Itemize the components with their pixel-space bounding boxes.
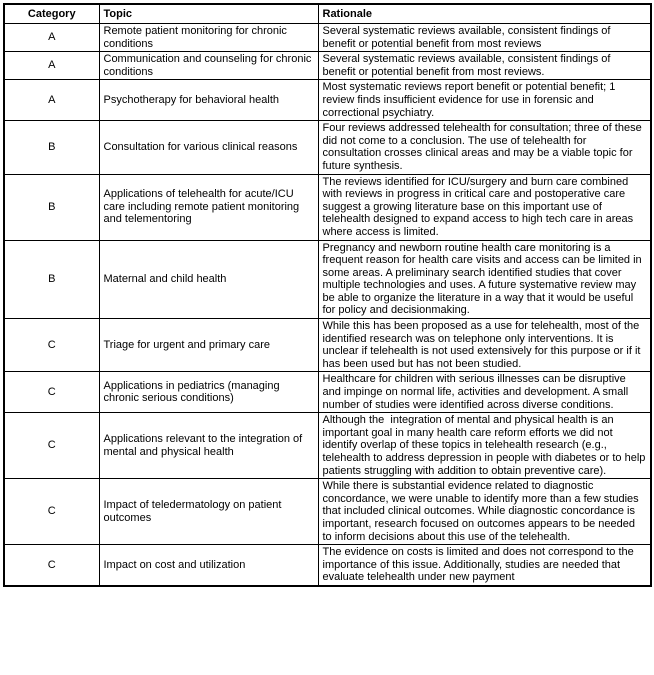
table-row <box>4 121 651 174</box>
rationale-cell: Healthcare for children with serious illnesses can be disruptive and impinge on normal life, activities and development. A small number of studies were identified across diverse conditions. <box>318 372 651 413</box>
rationale-cell: Although the integration of mental and physical health is an important goal in many health care reform efforts we did not identify overlap of these topics in telehealth research (e.g., telehealth to address depression in people with diabetes or to help patients struggling with addition to obtain preventive care). <box>318 413 651 479</box>
rationale-cell: Several systematic reviews available, consistent findings of benefit or potential benefit from most reviews <box>318 24 651 52</box>
rationale-cell: Four reviews addressed telehealth for consultation; three of these did not come to a conclusion. The use of telehealth for consultation crosses clinical areas and may be a viable topic for future synthesis. <box>318 121 651 174</box>
rationale-cell: Pregnancy and newborn routine health care monitoring is a frequent reason for health care visits and access can be limited in some areas. A preliminary search identified studies that cover multiple technologies and uses. A future systemative review may be able to organize the literature in a way that it would be useful for policy and decisionmaking. <box>318 240 651 319</box>
column-header-category: Category <box>4 4 99 24</box>
topic-cell: Triage for urgent and primary care <box>99 319 318 372</box>
category-cell: C <box>4 545 99 586</box>
category-cell: B <box>4 240 99 319</box>
column-header-topic: Topic <box>99 4 318 24</box>
topic-cell: Applications relevant to the integration of mental and physical health <box>99 413 318 479</box>
table-row <box>4 372 651 413</box>
rationale-cell: The evidence on costs is limited and does not correspond to the importance of this issue. Additionally, studies are needed that evaluate telehealth under new payment <box>318 545 651 586</box>
rationale-cell: While this has been proposed as a use for telehealth, most of the identified research was on telephone only interventions. It is unclear if telehealth is not used extensively for this purpose or if it has been used but has not been studied. <box>318 319 651 372</box>
topic-cell: Applications in pediatrics (managing chronic serious conditions) <box>99 372 318 413</box>
table-header-row <box>4 4 651 24</box>
table-row <box>4 52 651 80</box>
category-cell: A <box>4 80 99 121</box>
topic-cell: Consultation for various clinical reasons <box>99 121 318 174</box>
topic-cell: Remote patient monitoring for chronic conditions <box>99 24 318 52</box>
category-cell: C <box>4 319 99 372</box>
topic-cell: Impact on cost and utilization <box>99 545 318 586</box>
table-row <box>4 545 651 586</box>
category-cell: C <box>4 479 99 545</box>
category-cell: B <box>4 121 99 174</box>
rationale-cell: The reviews identified for ICU/surgery and burn care combined with reviews in progress in critical care and postoperative care suggest a growing literature base on this important use of telehealth designed to expand access to high tech care in areas where access is limited. <box>318 174 651 240</box>
topic-cell: Impact of teledermatology on patient outcomes <box>99 479 318 545</box>
category-cell: A <box>4 24 99 52</box>
category-cell: C <box>4 372 99 413</box>
table-row <box>4 240 651 319</box>
table-row <box>4 80 651 121</box>
topic-cell: Maternal and child health <box>99 240 318 319</box>
telehealth-evidence-table <box>3 3 652 587</box>
category-cell: C <box>4 413 99 479</box>
rationale-cell: While there is substantial evidence related to diagnostic concordance, we were unable to identify more than a few studies that included clinical outcomes. While diagnostic concordance is important, research focused on outcomes appears to be needed to inform decisions about this use of the telehealth. <box>318 479 651 545</box>
topic-cell: Applications of telehealth for acute/ICU care including remote patient monitoring and telementoring <box>99 174 318 240</box>
category-cell: B <box>4 174 99 240</box>
rationale-cell: Most systematic reviews report benefit or potential benefit; 1 review finds insufficient evidence for use in forensic and correctional psychiatry. <box>318 80 651 121</box>
table-row <box>4 479 651 545</box>
table-row <box>4 174 651 240</box>
category-cell: A <box>4 52 99 80</box>
table-row <box>4 413 651 479</box>
topic-cell: Psychotherapy for behavioral health <box>99 80 318 121</box>
rationale-cell: Several systematic reviews available, consistent findings of benefit or potential benefit from most reviews. <box>318 52 651 80</box>
table-row <box>4 24 651 52</box>
table-row <box>4 319 651 372</box>
topic-cell: Communication and counseling for chronic conditions <box>99 52 318 80</box>
column-header-rationale: Rationale <box>318 4 651 24</box>
